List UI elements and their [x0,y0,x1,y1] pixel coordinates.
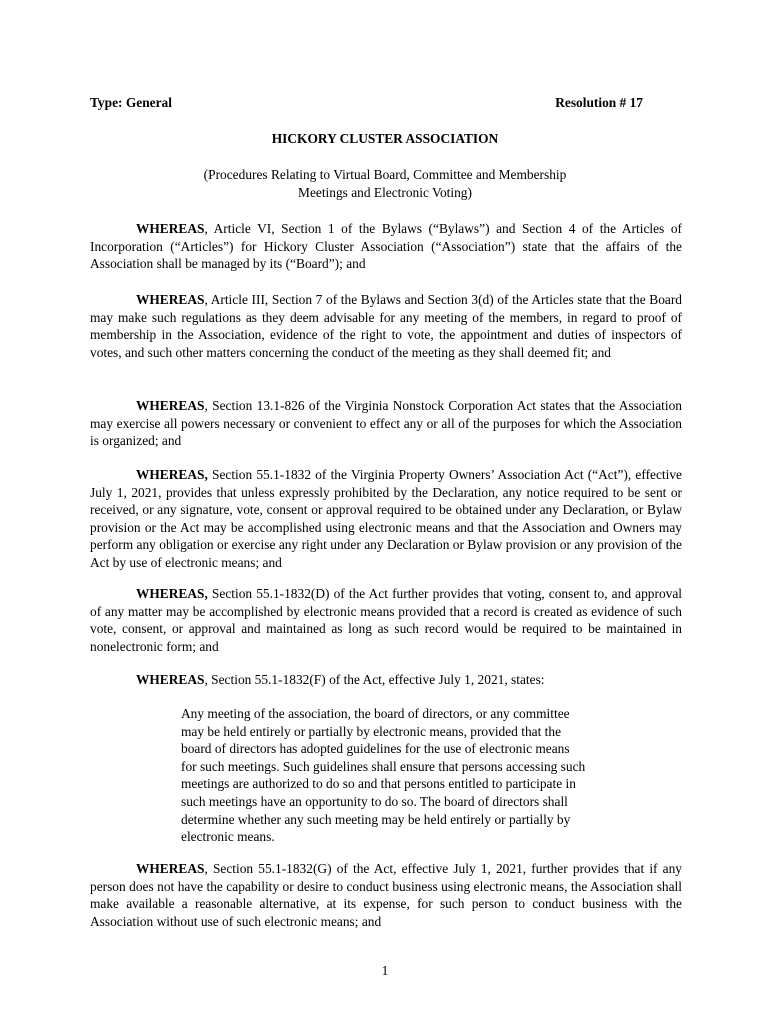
whereas-paragraph-5 [90,585,682,655]
paragraph-text: , Article III, Section 7 of the Bylaws and Section 3(d) of the Articles state that the Board may make such regulations as they deem advisable for any meeting of the members, in regard to proof of membership in the Association, evidence of the right to vote, the appointment and duties of inspectors of votes, and such other matters concerning the conduct of the meeting as they shall deemed fit; and [90,292,682,360]
whereas-paragraph-2 [90,291,682,361]
document-title: HICKORY CLUSTER ASSOCIATION [271,131,499,146]
whereas-lead: WHEREAS [136,398,205,413]
paragraph-text: Section 55.1-1832 of the Virginia Property Owners’ Association Act (“Act”), effective July 1, 2021, provides that unless expressly prohibited by the Declaration, any notice required to be sent or received, or any signature, vote, consent or approval required to be obtained under any Declaration, or Bylaw provision or the Act may be accomplished using electronic means and that the Association and Owners may perform any obligation or exercise any right under any Declaration or Bylaw provision or any provision of the Act by use of electronic means; and [90,467,682,570]
whereas-paragraph-7 [90,860,682,930]
paragraph-text: Section 55.1-1832(D) of the Act further provides that voting, consent to, and approval of any matter may be accomplished by electronic means provided that a record is created as evidence of such vote, consent, or approval and maintained as long as such record would be required to be maintained in nonelectronic form; and [90,586,682,654]
paragraph-text: , Article VI, Section 1 of the Bylaws (“Bylaws”) and Section 4 of the Articles of Incorporation (“Articles”) for Hickory Cluster Association (“Association”) state that the affairs of the Association shall be managed by its (“Board”); and [90,221,682,272]
whereas-paragraph-6 [90,671,682,689]
paragraph-text: , Section 55.1-1832(G) of the Act, effective July 1, 2021, further provides that if any person does not have the capability or desire to conduct business using electronic means, the Association shall make available a reasonable alternative, at its expense, for such person to conduct business with the Association without use of such electronic means; and [90,861,682,929]
whereas-lead: WHEREAS, [136,467,208,482]
whereas-paragraph-3 [90,397,682,450]
paragraph-text: , Section 13.1-826 of the Virginia Nonstock Corporation Act states that the Association may exercise all powers necessary or convenient to effect any or all of the purposes for which the Association is organized; and [90,398,682,449]
page-number: 1 [381,963,389,978]
whereas-lead: WHEREAS [136,292,205,307]
subtitle-line-1: (Procedures Relating to Virtual Board, Committee and Membership [203,167,567,182]
whereas-lead: WHEREAS [136,672,205,687]
whereas-lead: WHEREAS [136,221,205,236]
type-label: Type: General [90,95,172,110]
block-quote: Any meeting of the association, the board of directors, or any committee may be held entirely or partially by electronic means, provided that the board of directors has adopted guidelines for the use of electronic means for such meetings. Such guidelines shall ensure that persons accessing such meetings are authorized to do so and that persons entitled to participate in such meetings have an opportunity to do so. The board of directors shall determine whether any such meeting may be held entirely or partially by electronic means. [181,706,586,845]
whereas-lead: WHEREAS, [136,586,208,601]
document-subtitle [90,166,680,201]
whereas-paragraph-4 [90,466,682,572]
whereas-lead: WHEREAS [136,861,205,876]
whereas-paragraph-1 [90,220,682,273]
resolution-label: Resolution # 17 [555,95,643,110]
subtitle-line-2: Meetings and Electronic Voting) [298,184,472,200]
paragraph-text: , Section 55.1-1832(F) of the Act, effective July 1, 2021, states: [204,672,545,687]
